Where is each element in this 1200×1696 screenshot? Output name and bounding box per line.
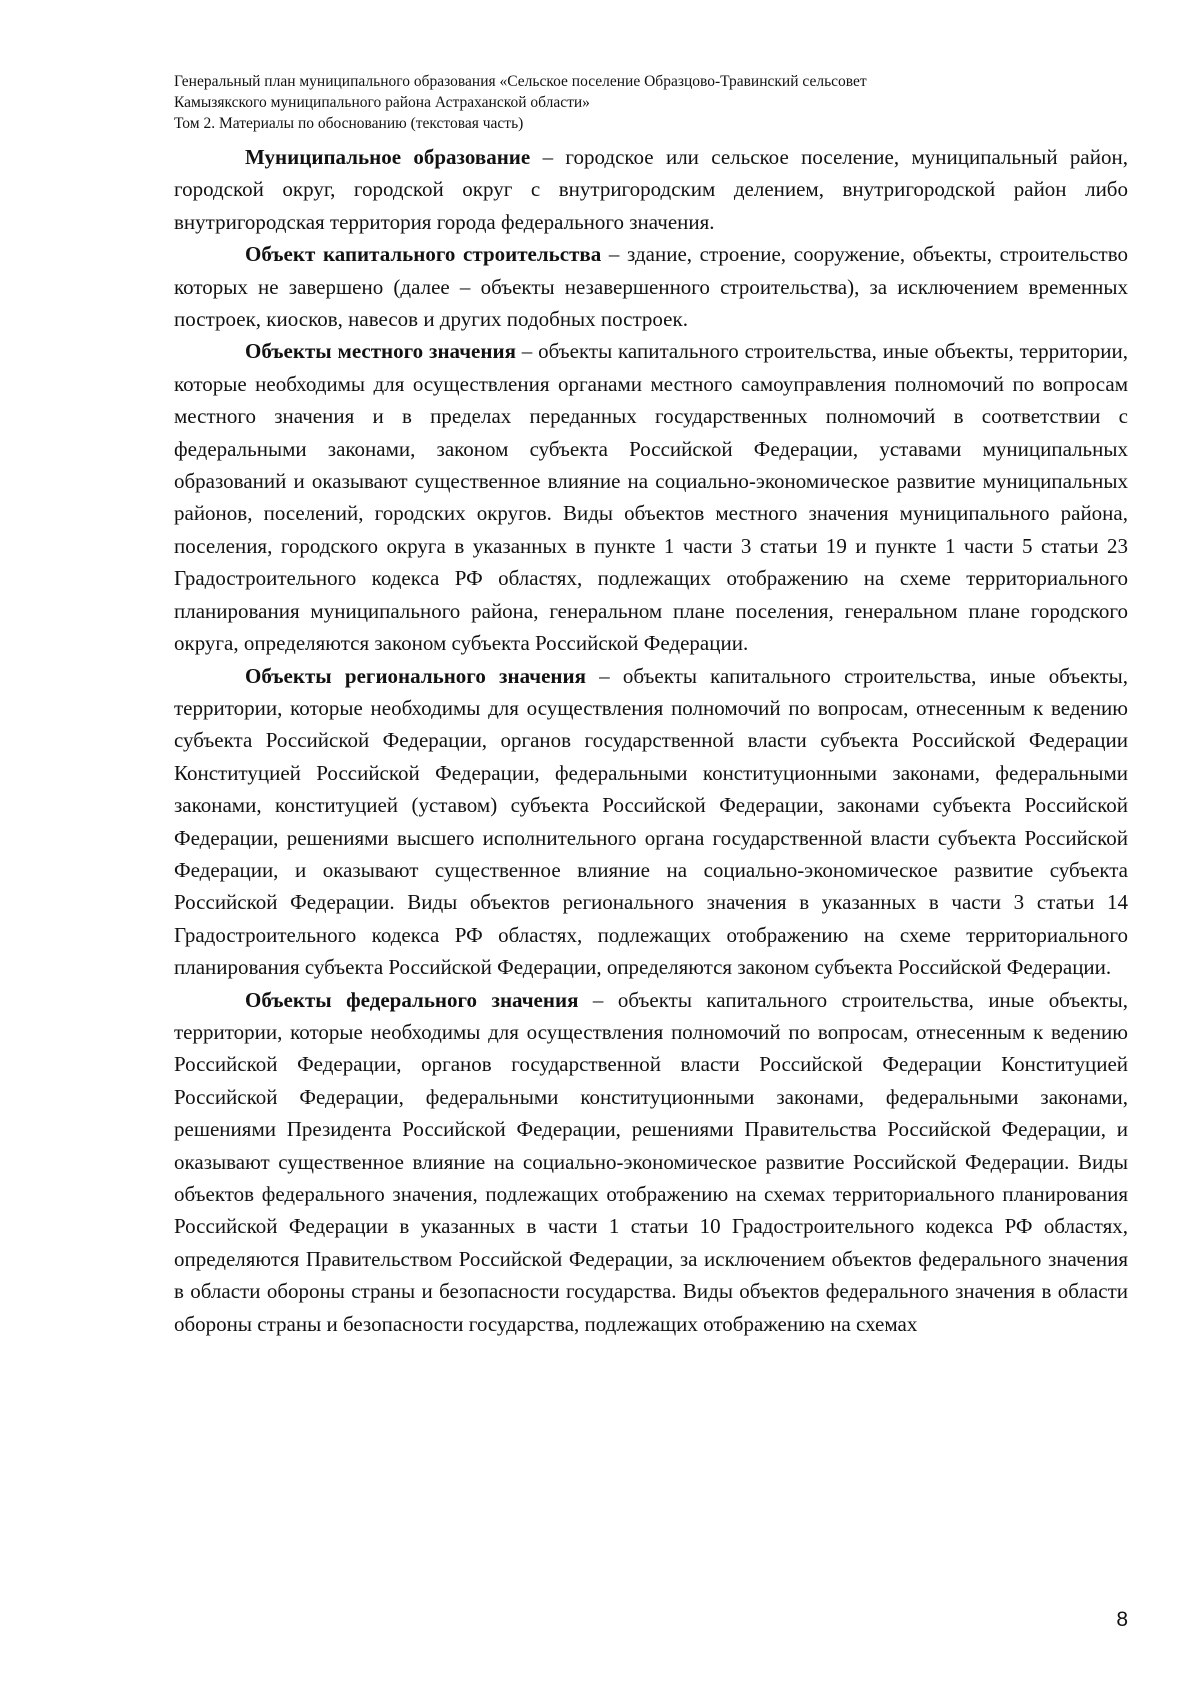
body-text — [174, 141, 1128, 1340]
header-line-2: Камызякского муниципального района Астраханской области» — [174, 94, 590, 111]
header-line-1: Генеральный план муниципального образования «Сельское поселение Образцово-Травинский сельсовет — [174, 73, 867, 90]
definition-text: – объекты капитального строительства, иные объекты, территории, которые необходимы для осуществления органами местного самоуправления полномочий по вопросам местного значения и в пределах переданных государственных полномочий в соответствии с федеральными законами, законом субъекта Российской Федерации, уставами муниципальных образований и оказывают существенное влияние на социально-экономическое развитие муниципальных районов, поселений, городских округов. Виды объектов местного значения муниципального района, поселения, городского округа в указанных в пункте 1 части 3 статьи 19 и пункте 1 части 5 статьи 23 Градостроительного кодекса РФ областях, подлежащих отображению на схеме территориального планирования муниципального района, генеральном плане поселения, генеральном плане городского округа, определяются законом субъекта Российской Федерации. — [174, 339, 1128, 656]
running-header — [174, 71, 1128, 134]
definition-term: Объекты регионального значения — [245, 663, 586, 688]
definition-municipal-formation — [174, 141, 1128, 238]
definition-term: Объект капитального строительства — [245, 242, 602, 267]
definition-text: – объекты капитального строительства, иные объекты, территории, которые необходимы для осуществления полномочий по вопросам, отнесенным к ведению субъекта Российской Федерации, органов государственной власти субъекта Российской Федерации Конституцией Российской Федерации, федеральными конституционными законами, федеральными законами, конституцией (уставом) субъекта Российской Федерации, законами субъекта Российской Федерации, решениями высшего исполнительного органа государственной власти субъекта Российской Федерации, и оказывают существенное влияние на социально-экономическое развитие субъекта Российской Федерации. Виды объектов регионального значения в указанных в части 3 статьи 14 Градостроительного кодекса РФ областях, подлежащих отображению на схеме территориального планирования субъекта Российской Федерации, определяются законом субъекта Российской Федерации. — [174, 663, 1129, 980]
definition-capital-construction-object — [174, 238, 1128, 335]
definition-text: – городское или сельское поселение, муниципальный район, городской округ, городской округ с внутригородским делением, внутригородской район либо внутригородская территория города федерального значения. — [174, 145, 1128, 234]
page-number: 8 — [1116, 1608, 1128, 1631]
definition-term: Объекты федерального значения — [245, 987, 579, 1012]
definition-regional-objects — [174, 660, 1128, 984]
definition-term: Объекты местного значения — [245, 339, 516, 364]
definition-local-objects — [174, 335, 1128, 659]
definition-text: – здание, строение, сооружение, объекты, строительство которых не завершено (далее – объекты незавершенного строительства), за исключением временных построек, киосков, навесов и других подобных построек. — [174, 242, 1128, 332]
definition-term: Муниципальное образование — [245, 145, 531, 169]
header-line-3: Том 2. Материалы по обоснованию (текстовая часть) — [174, 115, 524, 132]
definition-federal-objects — [174, 984, 1128, 1340]
definition-text: – объекты капитального строительства, иные объекты, территории, которые необходимы для осуществления полномочий по вопросам, отнесенным к ведению Российской Федерации, органов государственной власти Российской Федерации Конституцией Российской Федерации, федеральными конституционными законами, федеральными законами, решениями Президента Российской Федерации, решениями Правительства Российской Федерации, и оказывают существенное влияние на социально-экономическое развитие Российской Федерации. Виды объектов федерального значения, подлежащих отображению на схемах территориального планирования Российской Федерации в указанных в части 1 статьи 10 Градостроительного кодекса РФ областях, определяются Правительством Российской Федерации, за исключением объектов федерального значения в области обороны страны и безопасности государства. Виды объектов федерального значения в области обороны страны и безопасности государства, подлежащих отображению на схемах — [174, 987, 1128, 1336]
